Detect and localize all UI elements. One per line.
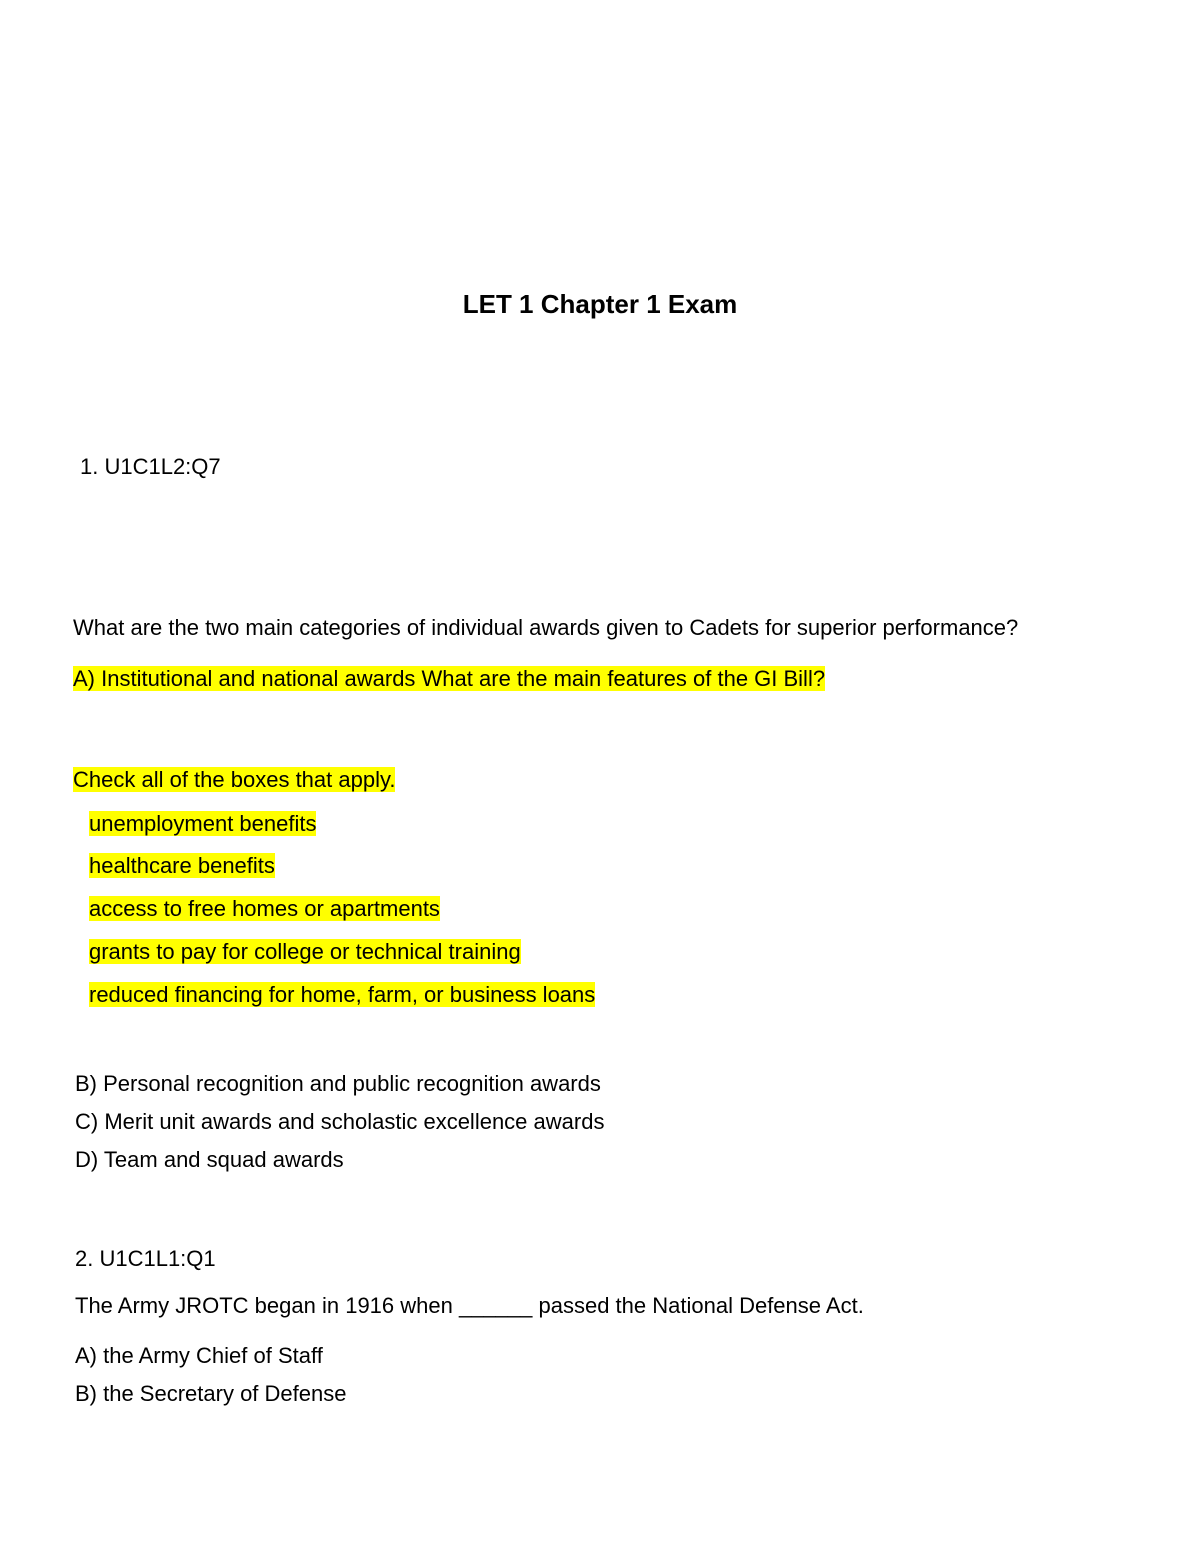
- checklist-item: [89, 939, 521, 965]
- question-1-option-c: C) Merit unit awards and scholastic excellence awards: [75, 1109, 605, 1134]
- question-1-option-a: [73, 666, 825, 692]
- checklist-item-label: grants to pay for college or technical training: [89, 939, 521, 964]
- question-1-option-d: D) Team and squad awards: [75, 1147, 344, 1172]
- highlighted-text: A) Institutional and national awards What are the main features of the GI Bill?: [73, 666, 826, 691]
- checklist-item-label: reduced financing for home, farm, or business loans: [89, 982, 596, 1007]
- question-2-option-b: B) the Secretary of Defense: [75, 1381, 347, 1406]
- checklist-item-label: healthcare benefits: [89, 853, 275, 878]
- checklist-item: [89, 982, 595, 1008]
- question-1-id: 1. U1C1L2:Q7: [80, 454, 221, 479]
- check-all-prompt: [73, 767, 395, 793]
- checklist-item: [89, 853, 275, 879]
- question-1-text: What are the two main categories of individual awards given to Cadets for superior performance?: [73, 615, 1019, 640]
- checklist-item: [89, 811, 316, 837]
- checklist-item: [89, 896, 440, 922]
- checklist-item-label: access to free homes or apartments: [89, 896, 440, 921]
- checklist-item-label: unemployment benefits: [89, 811, 317, 836]
- page-title: LET 1 Chapter 1 Exam: [462, 289, 738, 319]
- question-2-id: 2. U1C1L1:Q1: [75, 1246, 216, 1271]
- question-1-option-b: B) Personal recognition and public recognition awards: [75, 1071, 601, 1096]
- question-2-option-a: A) the Army Chief of Staff: [75, 1343, 323, 1368]
- highlighted-text: Check all of the boxes that apply.: [73, 767, 396, 792]
- question-2-text: The Army JROTC began in 1916 when ______ passed the National Defense Act.: [75, 1293, 864, 1318]
